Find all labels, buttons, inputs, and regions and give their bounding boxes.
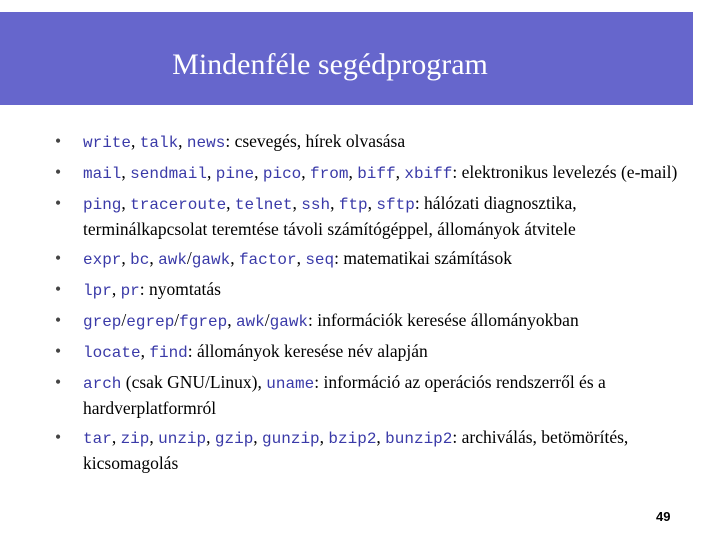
bullet-text: /	[264, 310, 270, 330]
bullet-item	[55, 308, 705, 334]
bullet-item	[55, 160, 705, 186]
bullet-list	[55, 129, 705, 480]
command-name: find	[149, 344, 188, 362]
bullet-text: : hálózati diagnosztika, terminálkapcsolat teremtése távoli számítógéppel, állományok átvitele	[83, 193, 577, 239]
command-name: ftp	[338, 196, 368, 214]
command-name: ssh	[301, 196, 331, 214]
bullet-text: ,	[253, 427, 263, 447]
command-name: bzip2	[328, 430, 377, 448]
command-name: traceroute	[130, 196, 227, 214]
bullet-text: ,	[149, 248, 159, 268]
bullet-text: ,	[292, 193, 302, 213]
command-name: bunzip2	[385, 430, 453, 448]
bullet-text: ,	[206, 427, 215, 447]
command-name: awk	[158, 251, 187, 269]
command-name: talk	[139, 134, 179, 152]
bullet-text: ,	[131, 131, 140, 151]
bullet-text: ,	[254, 162, 263, 182]
command-name: fgrep	[179, 313, 228, 331]
bullet-text: : elektronikus levelezés (e-mail)	[452, 162, 678, 182]
bullet-text: : állományok keresése név alapján	[187, 341, 428, 361]
command-name: unzip	[158, 430, 207, 448]
bullet-text: /	[186, 248, 192, 268]
bullet-text: : archiválás, betömörítés, kicsomagolás	[83, 427, 629, 473]
bullet-text: : nyomtatás	[139, 279, 221, 299]
bullet-text: ,	[111, 279, 121, 299]
command-name: grep	[83, 313, 122, 331]
command-name: locate	[83, 344, 141, 362]
command-name: sendmail	[130, 165, 207, 183]
bullet-text: : csevegés, hírek olvasása	[225, 131, 406, 151]
command-name: ping	[83, 196, 122, 214]
bullet-text: : matematikai számítások	[334, 248, 512, 268]
command-name: pico	[262, 165, 302, 183]
command-name: write	[83, 134, 132, 152]
bullet-text: ,	[149, 427, 159, 447]
bullet-text: ,	[395, 162, 405, 182]
command-name: zip	[120, 430, 150, 448]
title-bar	[0, 12, 693, 105]
bullet-text: ,	[230, 248, 239, 268]
command-name: pr	[120, 282, 140, 300]
command-name: news	[186, 134, 226, 152]
bullet-item	[55, 246, 705, 272]
command-name: uname	[266, 375, 315, 393]
bullet-item	[55, 191, 705, 241]
bullet-text: ,	[319, 427, 329, 447]
bullet-text: ,	[178, 131, 187, 151]
command-name: from	[310, 165, 349, 183]
command-name: expr	[83, 251, 122, 269]
command-name: seq	[305, 251, 335, 269]
command-name: sftp	[376, 196, 415, 214]
bullet-text: ,	[227, 310, 236, 330]
bullet-text: ,	[121, 248, 131, 268]
bullet-text: ,	[296, 248, 306, 268]
slide-title: Mindenféle segédprogram	[172, 48, 488, 81]
bullet-text: : információ az operációs rendszerről és a hardverplatformról	[83, 372, 606, 418]
bullet-text: ,	[330, 193, 339, 213]
command-name: arch	[83, 375, 122, 393]
bullet-text: /	[121, 310, 127, 330]
bullet-item	[55, 339, 705, 365]
bullet-text: ,	[121, 162, 131, 182]
command-name: xbiff	[404, 165, 453, 183]
bullet-text: ,	[367, 193, 377, 213]
command-name: telnet	[234, 196, 293, 214]
bullet-text: (csak GNU/Linux),	[121, 372, 267, 392]
bullet-item	[55, 129, 705, 155]
bullet-item	[55, 277, 705, 303]
command-name: bc	[130, 251, 150, 269]
bullet-text: ,	[376, 427, 386, 447]
bullet-item	[55, 370, 705, 420]
page-number: 49	[656, 509, 671, 524]
command-name: egrep	[126, 313, 175, 331]
command-name: lpr	[83, 282, 112, 300]
bullet-text: /	[174, 310, 180, 330]
command-name: gawk	[191, 251, 231, 269]
bullet-text: ,	[140, 341, 150, 361]
bullet-text: ,	[121, 193, 131, 213]
command-name: tar	[83, 430, 112, 448]
title-underline	[0, 106, 636, 109]
bullet-item	[55, 425, 705, 475]
bullet-text: ,	[348, 162, 358, 182]
bullet-text: ,	[226, 193, 235, 213]
command-name: awk	[235, 313, 265, 331]
command-name: gawk	[269, 313, 309, 331]
command-name: pine	[215, 165, 255, 183]
bullet-text: ,	[111, 427, 121, 447]
command-name: gunzip	[262, 430, 320, 448]
bullet-text: : információk keresése állományokban	[308, 310, 579, 330]
bullet-text: ,	[206, 162, 216, 182]
bullet-text: ,	[301, 162, 311, 182]
command-name: factor	[238, 251, 297, 269]
command-name: mail	[83, 165, 122, 183]
command-name: gzip	[214, 430, 254, 448]
command-name: biff	[357, 165, 396, 183]
